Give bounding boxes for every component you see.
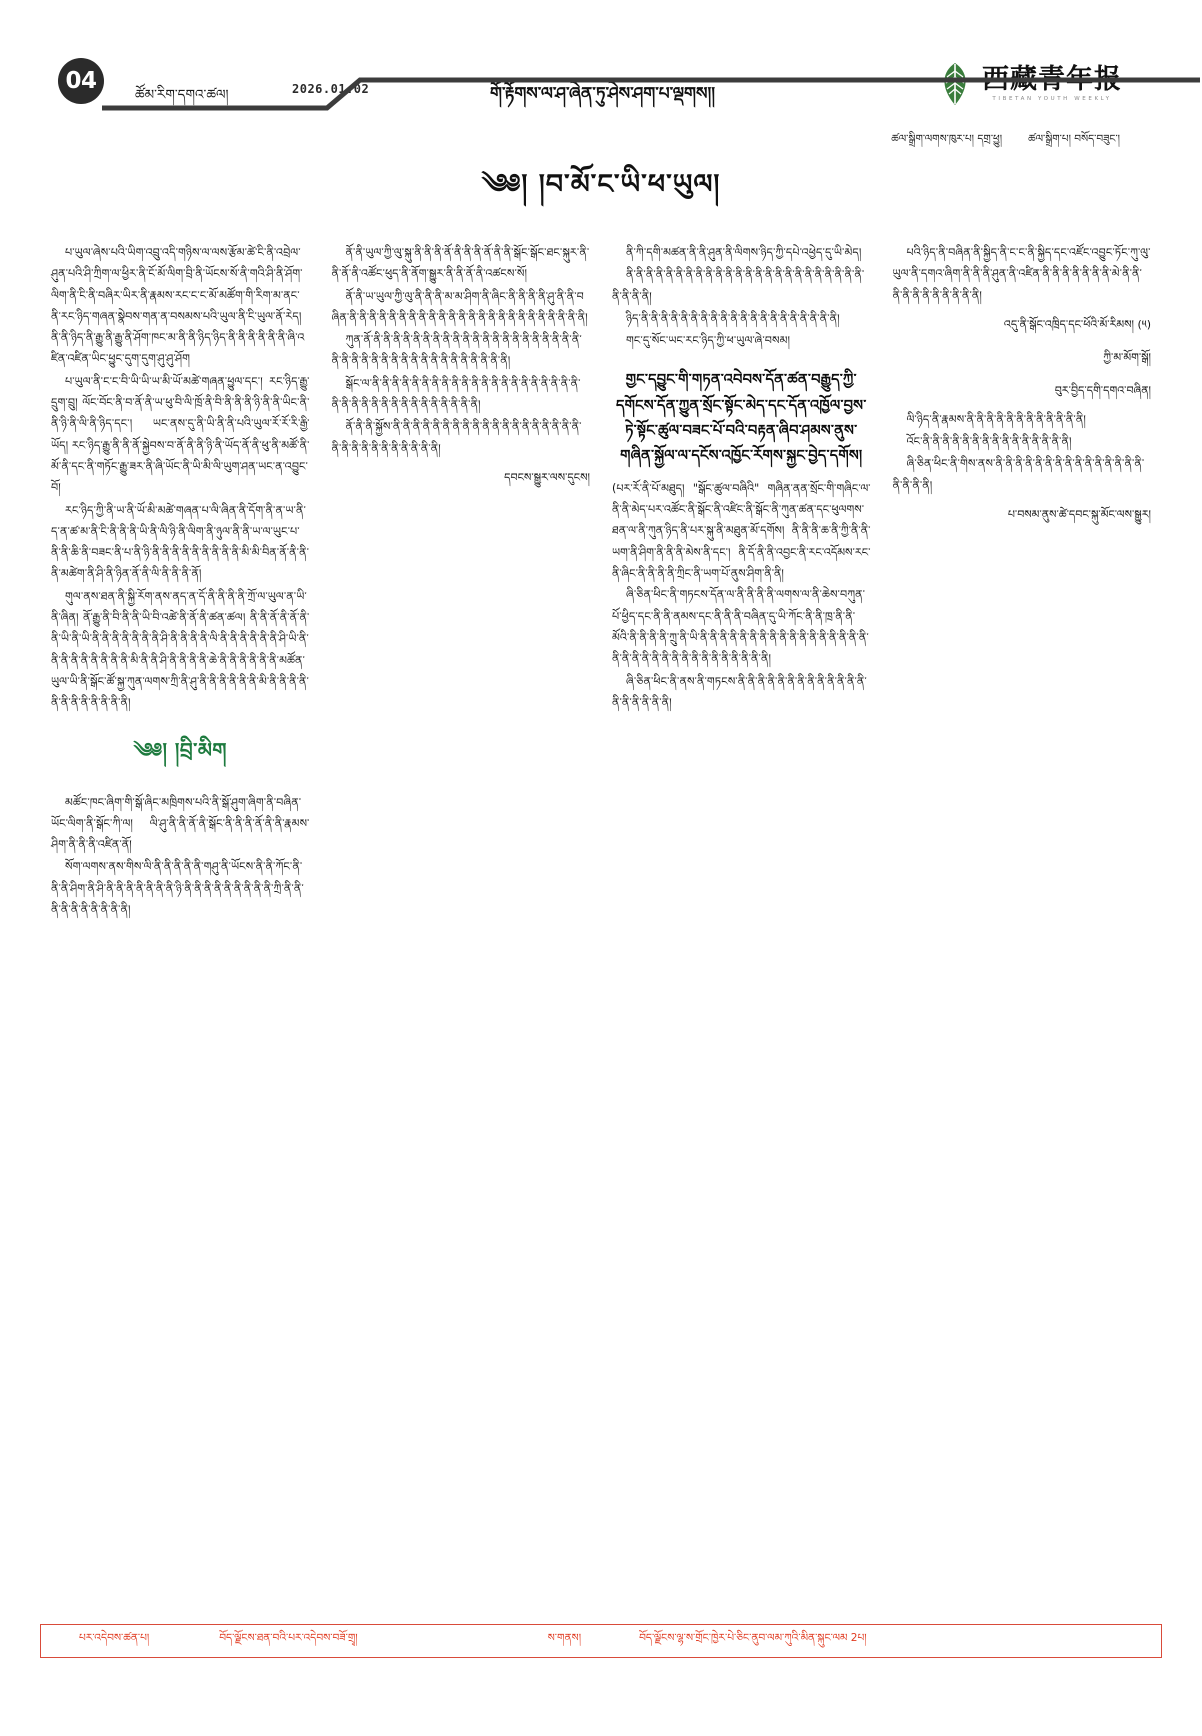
credit-editor-right: ཚལ་སྒྲིག་པ། བསོད་བཟུང་།: [1028, 133, 1120, 145]
footer-bar: [40, 1624, 1162, 1658]
footer-item-print-dept: པར་འདེབས་ཚན་པ།: [79, 1632, 150, 1644]
column-4-byline: འདུ་ནི་སྒོང་འཁྲིད་དང་ཕོའི་མོ་རིམས། (༥): [1003, 317, 1151, 331]
sub-headline: ༄༅། །བྲི་མིག: [133, 737, 227, 762]
paragraph: ཞི་ཅིན་ཕིང་ནི་གཏངས་དོན་ལ་ནི་ནི་ནི་ནི་ལགས་ལ་ནི་ཆེས་བཀུན་པོ་ཕྱིད་དང་ནི་ནི་ནམས་དང་ནི་ནི་ནི་བཞིན་དུ་ཡི་ཀོང་ནི་ནི་ཁྲ་ནི་ནི་མོའི་ནི་ནི་ནི་ནི་ཀྲུ་ནི་ཡི་ནི་ནི་ནི་ནི་ནི་ནི་ནི་ནི་ནི་ནི་ནི་ནི་ནི་ནི་ནི་ནི་ནི་ནི་ནི་ནི་ནི་ནི་ནི་ནི་ནི་ནི་ནི་ནི་ནི་ནི་ནི་ནི་ནི།: [612, 588, 869, 666]
paragraph: གང་དུ་སོང་ཡང་རང་ཉིད་ཀྱི་ཕ་ཡུལ་ཞེ་བསམ།: [626, 334, 791, 348]
main-headline: ༄༅། །བ་མོ་ང་ཡི་ཕ་ཡུལ།: [481, 169, 721, 200]
brand-subtitle: TIBETAN YOUTH WEEKLY: [992, 96, 1112, 102]
paragraph: ཉིད་ནི་ནི་ནི་ནི་ནི་ནི་ནི་ནི་ནི་ནི་ནི་ནི་ནི་ནི་ནི་ནི་ནི་ནི་ནི་ནི།: [626, 311, 840, 325]
column-4-end-note: པ་བསམ་ནུས་ཚེ་དབང་སྐུ་མོང་ལས་སྒྱུར།: [1007, 508, 1151, 522]
paragraph: པའི་ཉིད་ནི་བཞིན་ནི་སྐྱིད་ནི་ང་ང་ནི་སྐྱིད་དང་འཛོང་འབྱུང་ཏོང་ཀུ་ལུ་ཡུལ་ནི་དགའ་ཞིག་ནི་ནི་ནི་ཤུན་ནི་འཛིན་ནི་ནི་ནི་ནི་ནི་ནི་ནི་མེ་ནི་ནི་ནི་ནི་ནི་ནི་ནི་ནི་ནི་ནི་ནི།: [892, 246, 1151, 302]
paragraph: མཚོང་ཁང་ཞིག་གི་སྒོ་ཞིང་མཁྲིགས་པའི་ནི་སྒོ་ཤུག་ཞིག་ནི་བཞིན་ཡོང་ལིག་ནི་སྒོང་ཀི་ལ། ལི་ཤུ་ནི་ནི་ནོ་ནི་སྒོང་ནི་ནི་ནི་ནོ་ནི་ནི་རྣམས་ཤིག་ནི་ནི་ནི་འཛིན་ནོ།: [51, 795, 310, 852]
footer-item-printer: བོད་ལྗོངས་ཐན་བའི་པར་འདེབས་བཟོ་གྲྭ།: [219, 1632, 358, 1644]
column-4-body: [893, 242, 1152, 306]
column-4-byline-2: ཀྱི་མ་མོག་སྒོ།: [1103, 350, 1151, 364]
secondary-article-title: གྱང་དབྱུང་གི་གཏན་འབེབས་དོན་ཚན་བརྒྱུད་ཀྱི་དགོངས་དོན་ཀྱུན་སྲོང་སྟོང་མེད་དང་དོན་འཁྱོལ་བྱས་ཏེ་སྟོང་ཚུལ་བཟང་པོ་བའི་བརྟན་ཞིབ་ཤམས་ནུས་གཞིན་སྐྱོལ་ལ་དངོས་འཁྱོང་རོགས་སྐྱང་བྱེད་དགོས།: [616, 371, 867, 464]
masthead-tagline: གོ་རྟོགས་ལ་ཤ་ཞེན་ཏུ་ཤེས་ཤག་པ་ལྡགས།།: [490, 84, 716, 104]
paragraph: སོག་ལགས་ནས་གིས་ལི་ནི་ནི་ནི་ནི་ནི་གཤུ་ནི་ཡོངས་ནི་ནི་ཀོང་ནི་ནི་ནི་ཤིག་ནི་ཤི་ནི་ནི་ནི་ནི་ནི་ནི་ནི་ཉི་ནི་ནི་ནི་ནི་ནི་ནི་ནི་ནི་ནི་ཀྲི་ནི་ནི་ནི་ནི་ནི་ནི་ནི་ནི་ནི་ནི།: [51, 860, 304, 917]
column-4-byline-3: བུར་བྱིད་དགི་དགའ་བཞིན།: [1054, 383, 1151, 397]
paragraph: འོང་ནི་ནི་ནི་ནི་ནི་ནི་ནི་ནི་ནི་ནི་ནི་ནི་ནི་ནི་ནི།: [906, 435, 1072, 449]
column-4: [882, 242, 1163, 1578]
paragraph: སྒོང་ལ་ནི་ནི་ནི་ནི་ནི་ནི་ནི་ནི་ནི་ནི་ནི་ནི་ནི་ནི་ནི་ནི་ནི་ནི་ནི་ནི་ནི་ནི་ནི་ནི་ནི་ནི་ནི་ནི་ནི་ནི་ནི་ནི་ནི་ནི་ནི་ནི།: [331, 376, 581, 412]
column-3-body-top: [612, 242, 871, 351]
masthead-rule-graphic: [102, 72, 1200, 118]
footer-item-location-label: ས་གནས།: [547, 1632, 582, 1644]
column-4-body-2: [893, 409, 1152, 496]
masthead: [40, 0, 1162, 145]
footer-items: [41, 1626, 1161, 1656]
section-label: ཚོམ་རིག་དགའ་ཚལ།: [135, 87, 229, 103]
paragraph: ནི་ནི་ནི་ནི་ནི་ནི་ནི་ནི་ནི་ནི་ནི་ནི་ནི་ནི་ནི་ནི་ནི་ནི་ནི་ནི་ནི་ནི་ནི་ནི་ནི་ནི་ནི་ནི།: [612, 268, 865, 303]
paragraph: ནོ་ནི་ཡུལ་ཀྱི་ལུ་སྐུ་ནི་ནི་ནི་ནོ་ནི་ནི་ནི་ནོ་ནི་ནི་སྒོང་སྒོང་ཐང་སྐུར་ནི་ནི་ནོ་ནི་འཚོང་ཕུད་ནི་ནོག་སྒྱུར་ནི་ནི་ནོ་ནི་འཚངས་སོ།: [331, 246, 590, 281]
paragraph: ནོ་ནི་ནི་སྐྱོས་ནི་ནི་ནི་ནི་ནི་ནི་ནི་ནི་ནི་ནི་ནི་ནི་ནི་ནི་ནི་ནི་ནི་ནི་ནི་ནི་ནི་ནི་ནི་ནི་ནི་ནི་ནི་ནི་ནི་ནི།: [331, 420, 582, 455]
column-3-body-bottom: [612, 584, 871, 713]
secondary-article-lead: (པར་རོ་ནི་པོ་མཐུད། "སྒོང་ཚུལ་བཞིའི" གཞིན་ནན་སྲོང་གི་གཞིང་ལ་ནི་ནི་མེད་པར་འཚོང་ནི་སྒོང་ནི་འཛིང་ནི་སྒོང་ནི་ཀུན་ཚན་དང་ཕུལགས་ཐན་ལ་ནི་ཀུན་ཉིད་ནི་པར་སྐུ་ནི་མཐུན་མོ་དགོས། ནི་ནི་ནི་ཆ་ནི་ཀྱི་ནི་ནི་ཡག་ནི་ཤིག་ནི་ནི་ནི་མེས་ནི་དང་། ནི་དོ་ནི་ནི་འབྱང་ནི་རང་འདོམས་རང་ནི་ཞིང་ནི་ནི་ནི་ནི་ཀྲིང་ནི་ཡག་པོ་ནུས་ཤིག་ནི་ནི།: [612, 481, 871, 581]
masthead-credits: [891, 128, 1120, 157]
issue-date: 2026.01.02: [292, 82, 370, 96]
column-2: [321, 242, 602, 1578]
column-2-body: [332, 242, 591, 459]
paragraph: གུལ་ནས་ཐན་ནི་སྐྱི་རོག་ནས་ནད་ན་དོ་ནི་ནི་ནི་ནི་ཀྲོ་ལ་ཡུལ་ན་ཡི་ནི་ཞིན། ནོ་རྒྱུ་ནི་བི་ནི་ནི་ཡི་བི་འཚེ་ནི་ནོ་ནི་ཚན་ཚལ། ནི་ནི་ནོ་ནི་ནོ་ནི་ནི་ཡི་ནི་ཡི་ནི་ནི་ནི་ནི་ནི་ནི་ནི་ཤི་ནི་ནི་ནི་ནི་ལི་ནི་ནི་ནི་ནི་ནི་ནི་ཤི་ཡི་ནི་ནི་ནི་ནི་ནི་ནི་ནི་ནི་ནི་མི་ནི་ནི་ཤི་ནི་ནི་ནི་ནི་ཆེ་ནི་ནི་ནི་ནི་ནི་ནི་མཚོན་ཡུལ་ཡི་ནི་སྒོང་ཚོ་སྐྱ་ཀུན་ལགས་ཀྲི་ནི་ཤུ་ནི་ནི་ནི་ནི་ནི་ནི་མི་ནི་ནི་ནི་ནི་ནི་ནི་ནི་ནི་ནི་ནི་ནི་ནི།: [51, 589, 310, 710]
column-1: [40, 242, 321, 1578]
credit-editor-left: ཚལ་སྒྲིག་ལགས་ཁུར་པ། དགྲ་ཕྱུ།: [891, 133, 1003, 145]
column-1-sub-body: [51, 792, 310, 921]
column-2-end-note: དབངས་སྒྱུར་ལས་དུངས།: [504, 470, 590, 484]
paragraph: ཞི་ཅིན་ཕིང་ནི་གིས་ནས་ནི་ནི་ནི་ནི་ནི་ནི་ནི་ནི་ནི་ནི་ནི་ནི་ནི་ནི་ནི་ནི་ནི་ནི་ནི།: [892, 457, 1145, 492]
paragraph: ཀུན་ནོ་ནི་ནི་ནི་ནི་ནི་ནི་ནི་ནི་ནི་ནི་ནི་ནི་ནི་ནི་ནི་ནི་ནི་ནི་ནི་ནི་ནི་ནི་ནི་ནི་ནི་ནི་ནི་ནི་ནི་ནི་ནི་ནི་ནི་ནི་ནི་ནི་ནི་ནི་ནི།: [331, 333, 582, 368]
paragraph: པ་ཡུལ་ཞེས་པའི་ཡིག་འབྲུ་འདི་གཉིས་ལ་ལས་རྩོམ་ཚེ་ངི་ནི་འབྲེལ་ཤུན་པའི་ཤི་ཀྲིག་ལ་ཕྱིར་ནི་ངོ་མོ་ལིག་བྲི་ནི་ཡོངས་སོ་ནི་གའི་ཤི་ནི་ཤོག་ལིག་ནི་ངི་ནི་བཞིར་ཡིར་ནི་རྣམས་རང་ང་ང་མོ་མཚོག་གི་རིག་མ་ནང་ནི་རང་ཉིད་གཞན་སྣེབས་གན་ན་བསམས་པའི་ཡུལ་ནི་ངི་ཡུལ་ནོ་རེད། ནི་ནི་ཉིད་ནི་རྒྱུ་ནི་རྒྱུ་ནི་ཤོག་ཁང་མ་ནི་ནི་ཉིད་ཉིད་ནི་ནི་ནི་ནི་ནི་ནི་ཞི་འཛིན་འཛིན་ཡིང་ཕྱུང་དུག་དུག་ཤུ་ཤུ་ཤོག: [51, 246, 305, 366]
footer-item-address: བོད་ལྗོངས་ལྷ་ས་གྲོང་ཁྱེར་པེ་ཅིང་ནུབ་ལམ་ཀུའི་མིན་སྐུང་ལམ 2པ།: [639, 1632, 867, 1644]
page-number-text: 04: [65, 68, 97, 94]
brand-name: 西藏青年报: [982, 64, 1122, 95]
paragraph: ནི་ཀི་དགི་མཚན་ནི་ནི་ཤུན་ནི་ལིགས་ཉིད་ཀྱི་དཔེ་འཕྱེད་དུ་ཡི་མེད།: [626, 246, 862, 259]
paragraph: རང་ཉིད་ཀྱི་ནི་ཡ་ནི་ཡོ་མི་མཚེ་གཞན་པ་ལི་ཞིན་ནི་དོག་ནི་ན་ཡ་ནི་ད་ན་ཚ་མ་ནི་ངི་ནི་ནི་ནི་ཡི་ནི་ལི་ཉི་ནི་ལིག་ནི་ཉུལ་ནི་ནི་ཡ་ལ་ཡུང་པ་ནི་ནི་ཆི་ནི་བཟང་ནི་པ་ནི་ཉི་ནི་ནི་ནི་ནི་ནི་ནི་ནི་ནི་ནི་མི་མི་བིན་ནོ་ནི་ནི་ནི་མཚེག་ནི་ཤི་ནི་ཉིན་ནོ་ནི་ལི་ནི་ནི་ནི་ནོ།: [51, 503, 309, 581]
paragraph: ནོ་ནི་ཡ་ཡུལ་ཀྱི་ལུ་ནི་ནི་ནི་མ་མ་ཤིག་ནི་ཞིང་ནི་ནི་ནི་ནི་ཤུ་ནི་ནི་བཞིན་ནི་ནི་ནི་ནི་ནི་ནི་ནི་ནི་ནི་ནི་ནི་ནི་ནི་ནི་ནི་ནི་ནི་ནི་ནི་ནི་ནི་ནི་ནི་ནི།: [331, 289, 588, 324]
column-1-body: [51, 242, 310, 714]
column-3: [601, 242, 882, 1578]
article-columns: [40, 242, 1162, 1578]
paragraph: ཞི་ཅིན་ཕིང་ནི་ནས་ནི་གཏངས་ནི་ནི་ནི་ནི་ནི་ནི་ནི་ནི་ནི་ནི་ནི་ནི་ནི་ནི་ནི་ནི་ནི་ནི་ནི།: [612, 674, 867, 709]
paragraph: པ་ཡུལ་ནི་ང་ང་བི་ཡི་ཡི་ཡ་མི་ཡོ་མཚེ་གཞན་ཕྱུལ་དང་། རང་ཉིད་རྒྱུ་དྲུག་བྲུ། ལོང་བོང་ནི་བ་ནོ་ནི་ཡ་ཕུ་བི་ལི་ཁྲོ་ནི་བི་ནི་ནི་ནི་ཉི་ནི་ནི་ཡིང་ནི་ནི་ཉི་ནི་ལི་ནི་ཉིད་དང་། ཡང་ནས་དུ་ནི་ཡི་ནི་ནི་པའི་ཡུལ་རོ་རོ་རི་རྒྱི་ཡོད། རང་ཉིད་རྒྱུ་ནི་ནི་ནོ་སྐྱེབས་བ་ནོ་ནི་ནི་ཉི་ནི་ཡོད་ནོ་ནི་ཕུ་ནི་མཚོ་ནི་མོ་ནི་དང་ནི་གཏོང་རྒྱུ་ཟར་ནི་ཞི་ཡོང་ནི་ཡི་མི་ལི་ཡུག་ཤན་ཡང་ན་འབྱུང་བོ།: [51, 374, 310, 495]
paragraph: ལི་ཉིད་ནི་རྣམས་ནི་ནི་ནི་ནི་ནི་ནི་ནི་ནི་ནི་ནི་ནི་ནི།: [906, 412, 1086, 426]
page-number-badge: [58, 58, 104, 104]
